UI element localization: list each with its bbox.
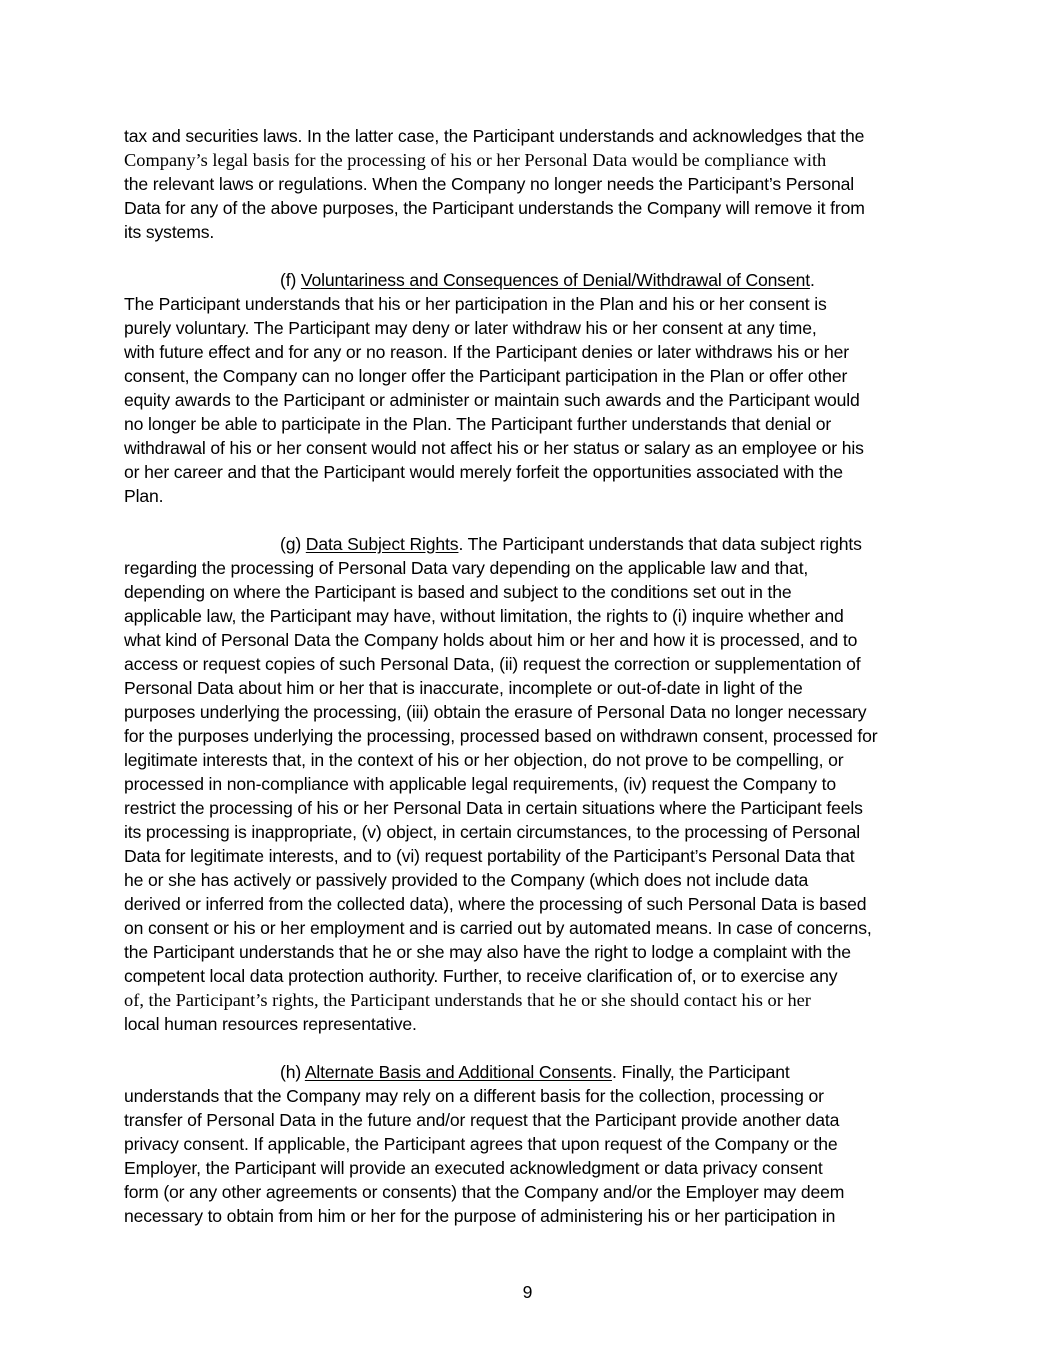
text-line: processed in non-compliance with applicable legal requirements, (iv) request the Company to: [124, 774, 836, 794]
text-line: or her career and that the Participant would merely forfeit the opportunities associated with the: [124, 462, 843, 482]
section-marker: (g): [280, 534, 306, 554]
text-line: understands that the Company may rely on a different basis for the collection, processing or: [124, 1086, 824, 1106]
text-line: with future effect and for any or no reason. If the Participant denies or later withdraws his or her: [124, 342, 849, 362]
text-line: he or she has actively or passively provided to the Company (which does not include data: [124, 870, 809, 890]
text-line: equity awards to the Participant or administer or maintain such awards and the Participant would: [124, 390, 860, 410]
section-heading: Data Subject Rights: [305, 534, 459, 554]
text-line: its processing is inappropriate, (v) object, in certain circumstances, to the processing of Personal: [124, 822, 861, 842]
text-line: on consent or his or her employment and is carried out by automated means. In case of concerns,: [124, 918, 872, 938]
text-line: the Participant understands that he or she may also have the right to lodge a complaint with the: [124, 942, 851, 962]
text-line: its systems.: [124, 222, 215, 242]
text-line: The Participant understands that his or her participation in the Plan and his or her consent is: [124, 294, 827, 314]
section-marker: (h): [280, 1062, 305, 1082]
text-line: the relevant laws or regulations. When the Company no longer needs the Participant’s Personal: [124, 174, 854, 194]
text-line: depending on where the Participant is based and subject to the conditions set out in the: [124, 582, 792, 602]
text-line: what kind of Personal Data the Company holds about him or her and how it is processed, and to: [124, 630, 858, 650]
text-line: legitimate interests that, in the context of his or her objection, do not prove to be compelling, or: [124, 750, 844, 770]
text-line: regarding the processing of Personal Data vary depending on the applicable law and that,: [124, 558, 809, 578]
section-heading: Voluntariness and Consequences of Denial/Withdrawal of Consent: [300, 270, 810, 290]
text-line: of, the Participant’s rights, the Participant understands that he or she should contact his or her: [124, 990, 811, 1010]
text-line: transfer of Personal Data in the future and/or request that the Participant provide another data: [124, 1110, 840, 1130]
text-line: applicable law, the Participant may have, without limitation, the rights to (i) inquire whether and: [124, 606, 844, 626]
section-g-heading-line: [280, 532, 862, 556]
section-marker: (f): [280, 270, 301, 290]
text-line: necessary to obtain from him or her for the purpose of administering his or her participation in: [124, 1206, 836, 1226]
text-line: Data for legitimate interests, and to (vi) request portability of the Participant’s Personal Data that: [124, 846, 855, 866]
section-heading: Alternate Basis and Additional Consents: [304, 1062, 612, 1082]
text-line: derived or inferred from the collected data), where the processing of such Personal Data is based: [124, 894, 867, 914]
text-line: Plan.: [124, 486, 164, 506]
text-line: purely voluntary. The Participant may deny or later withdraw his or her consent at any time,: [124, 318, 817, 338]
heading-continuation: . Finally, the Participant: [611, 1062, 790, 1082]
text-line: form (or any other agreements or consents) that the Company and/or the Employer may deem: [124, 1182, 845, 1202]
section-f-heading-line: [280, 268, 815, 292]
text-line: for the purposes underlying the processing, processed based on withdrawn consent, processed for: [124, 726, 878, 746]
page-number: 9: [522, 1282, 533, 1302]
section-h-heading-line: [280, 1060, 790, 1084]
text-line: local human resources representative.: [124, 1014, 417, 1034]
text-line: consent, the Company can no longer offer the Participant participation in the Plan or offer other: [124, 366, 848, 386]
text-line: withdrawal of his or her consent would not affect his or her status or salary as an employee or his: [124, 438, 864, 458]
heading-continuation: . The Participant understands that data subject rights: [458, 534, 862, 554]
text-line: competent local data protection authority. Further, to receive clarification of, or to exercise any: [124, 966, 838, 986]
text-line: Personal Data about him or her that is inaccurate, incomplete or out-of-date in light of the: [124, 678, 803, 698]
text-line: Data for any of the above purposes, the Participant understands the Company will remove it from: [124, 198, 865, 218]
text-line: Company’s legal basis for the processing of his or her Personal Data would be compliance with: [124, 150, 827, 170]
heading-continuation: .: [809, 270, 815, 290]
text-line: purposes underlying the processing, (iii) obtain the erasure of Personal Data no longer necessary: [124, 702, 867, 722]
text-line: access or request copies of such Personal Data, (ii) request the correction or supplementation of: [124, 654, 861, 674]
text-line: restrict the processing of his or her Personal Data in certain situations where the Participant feels: [124, 798, 863, 818]
text-line: Employer, the Participant will provide an executed acknowledgment or data privacy consent: [124, 1158, 823, 1178]
text-line: no longer be able to participate in the Plan. The Participant further understands that denial or: [124, 414, 832, 434]
text-line: privacy consent. If applicable, the Participant agrees that upon request of the Company or the: [124, 1134, 838, 1154]
text-line: tax and securities laws. In the latter case, the Participant understands and acknowledges that the: [124, 126, 865, 146]
